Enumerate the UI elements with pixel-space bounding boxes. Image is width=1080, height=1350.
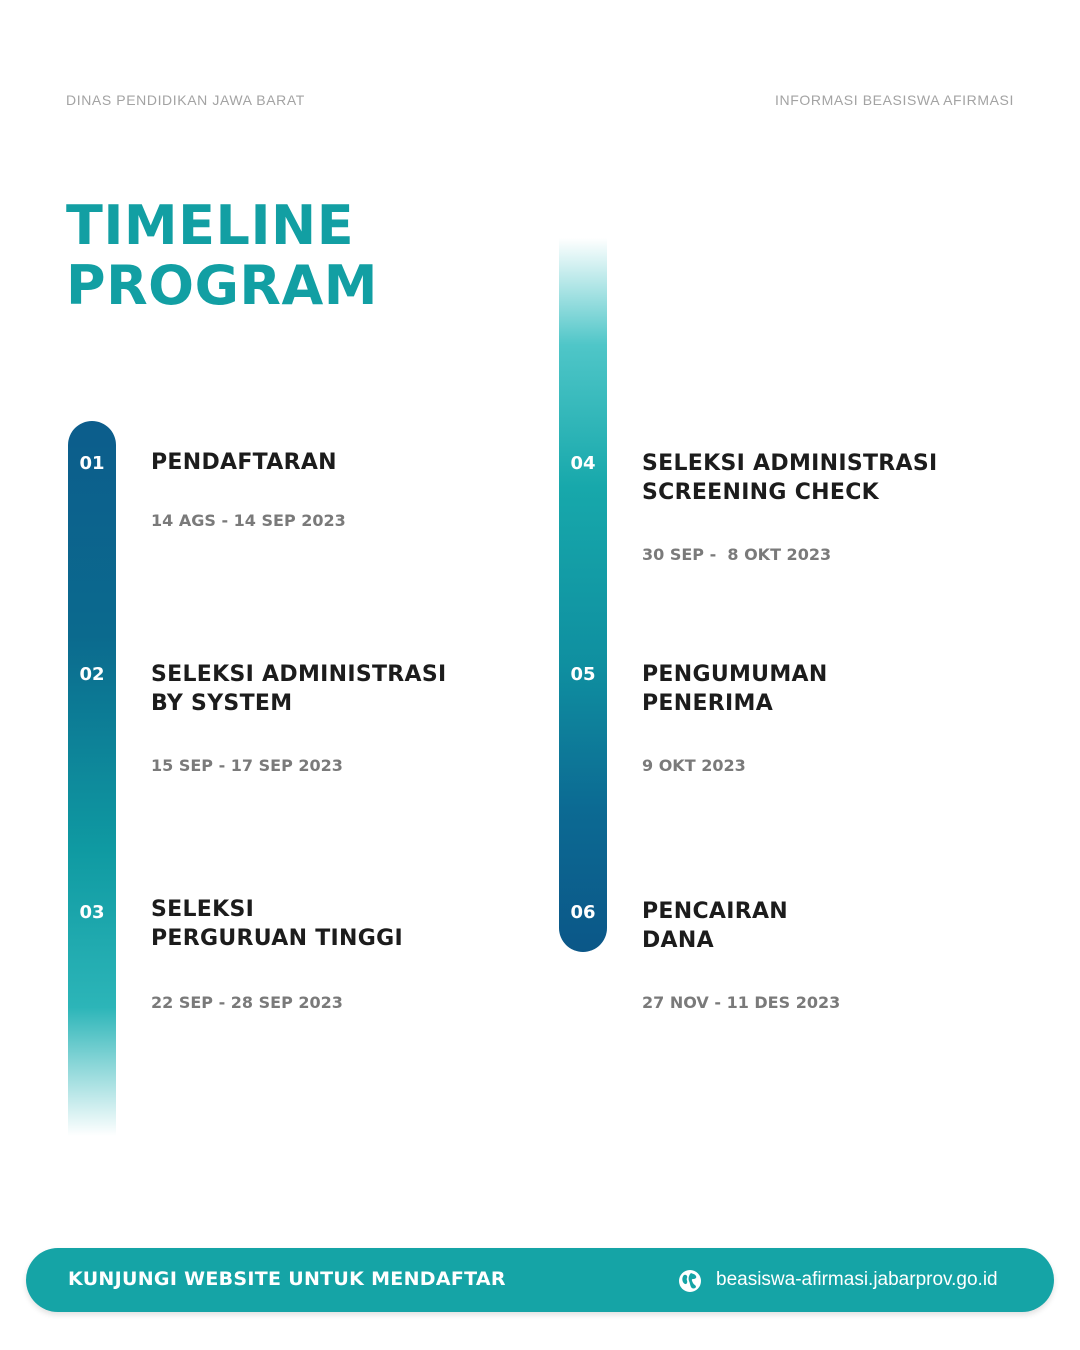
step-title-04-line-1: SELEKSI ADMINISTRASI <box>642 451 938 476</box>
step-number-02: 02 <box>79 664 105 685</box>
page-title-line-1: TIMELINE <box>66 194 355 257</box>
step-title-02 <box>151 660 446 718</box>
step-title-06 <box>642 897 788 955</box>
globe-icon <box>678 1269 702 1293</box>
step-title-05-line-1: PENGUMUMAN <box>642 662 828 687</box>
step-title-04 <box>642 449 937 507</box>
page-title <box>66 196 378 316</box>
step-number-01: 01 <box>79 453 105 474</box>
website-link[interactable]: beasiswa-afirmasi.jabarprov.go.id <box>716 1269 998 1290</box>
step-title-02-line-2: BY SYSTEM <box>151 691 293 716</box>
step-title-03-line-2: PERGURUAN TINGGI <box>151 926 403 951</box>
step-number-06: 06 <box>570 902 596 923</box>
footer-banner[interactable] <box>26 1248 1054 1312</box>
step-title-01 <box>151 448 337 477</box>
step-title-06-line-2: DANA <box>642 928 714 953</box>
step-number-05: 05 <box>570 664 596 685</box>
step-title-02-line-1: SELEKSI ADMINISTRASI <box>151 662 447 687</box>
step-title-05-line-2: PENERIMA <box>642 691 774 716</box>
timeline-bar-right <box>559 238 607 952</box>
step-title-04-line-2: SCREENING CHECK <box>642 480 879 505</box>
step-number-03: 03 <box>79 902 105 923</box>
footer-cta-text: KUNJUNGI WEBSITE UNTUK MENDAFTAR <box>68 1268 506 1290</box>
timeline-bar-left <box>68 421 116 1136</box>
step-number-04: 04 <box>570 453 596 474</box>
step-date-04: 30 SEP - 8 OKT 2023 <box>642 545 832 564</box>
step-date-02: 15 SEP - 17 SEP 2023 <box>151 756 343 775</box>
step-title-03 <box>151 895 403 953</box>
step-title-06-line-1: PENCAIRAN <box>642 899 789 924</box>
step-date-05: 9 OKT 2023 <box>642 756 746 775</box>
step-title-01-line-1: PENDAFTARAN <box>151 450 337 475</box>
step-title-05 <box>642 660 828 718</box>
step-date-01: 14 AGS - 14 SEP 2023 <box>151 511 346 530</box>
step-date-03: 22 SEP - 28 SEP 2023 <box>151 993 343 1012</box>
step-date-06: 27 NOV - 11 DES 2023 <box>642 993 841 1012</box>
header-organization: DINAS PENDIDIKAN JAWA BARAT <box>66 92 305 108</box>
step-title-03-line-1: SELEKSI <box>151 897 255 922</box>
header-info-label: INFORMASI BEASISWA AFIRMASI <box>775 92 1014 108</box>
page-title-line-2: PROGRAM <box>66 254 378 317</box>
